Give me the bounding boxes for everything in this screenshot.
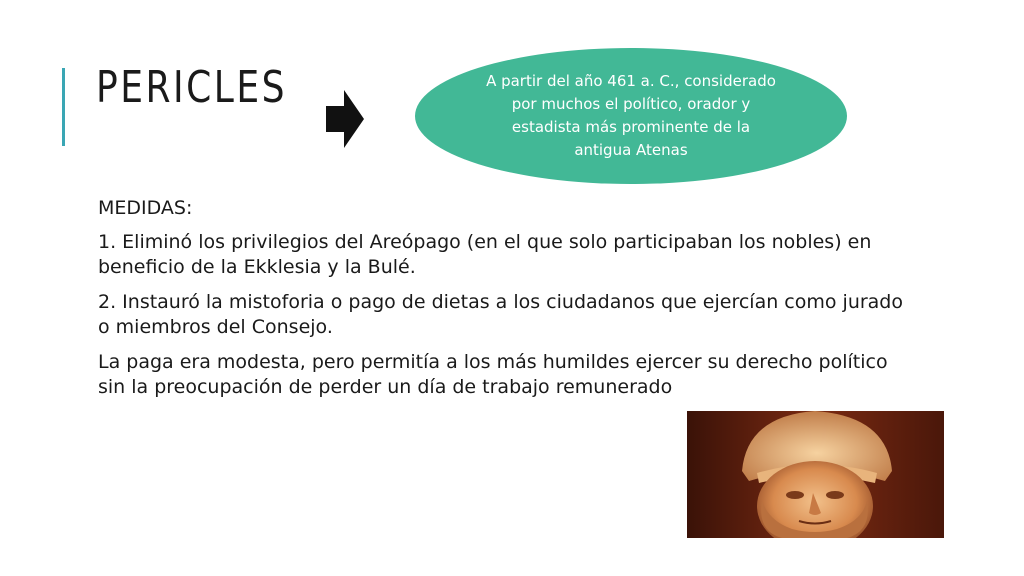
pay-paragraph: La paga era modesta, pero permitía a los más humildes ejercer su derecho político sin la preocupación de perder un día de trabajo remunerado xyxy=(98,351,888,398)
measure-paragraph-2: 2. Instauró la mistoforia o pago de dietas a los ciudadanos que ejercían como jurado o miembros del Consejo. xyxy=(98,291,903,338)
title-accent-bar xyxy=(62,68,65,146)
slide-body xyxy=(98,196,903,410)
arrow-right-icon xyxy=(326,90,366,148)
slide-title: PERICLES xyxy=(96,62,287,113)
measure-paragraph-1: 1. Eliminó los privilegios del Areópago (en el que solo participaban los nobles) en beneficio de la Ekklesia y la Bulé. xyxy=(98,231,872,278)
measures-heading: MEDIDAS: xyxy=(98,197,193,219)
info-bubble xyxy=(415,48,847,184)
info-bubble-text: A partir del año 461 a. C., considerado por muchos el político, orador y estadista más prominente de la antigua Atenas xyxy=(486,72,776,159)
pericles-bust-photo xyxy=(687,411,944,538)
